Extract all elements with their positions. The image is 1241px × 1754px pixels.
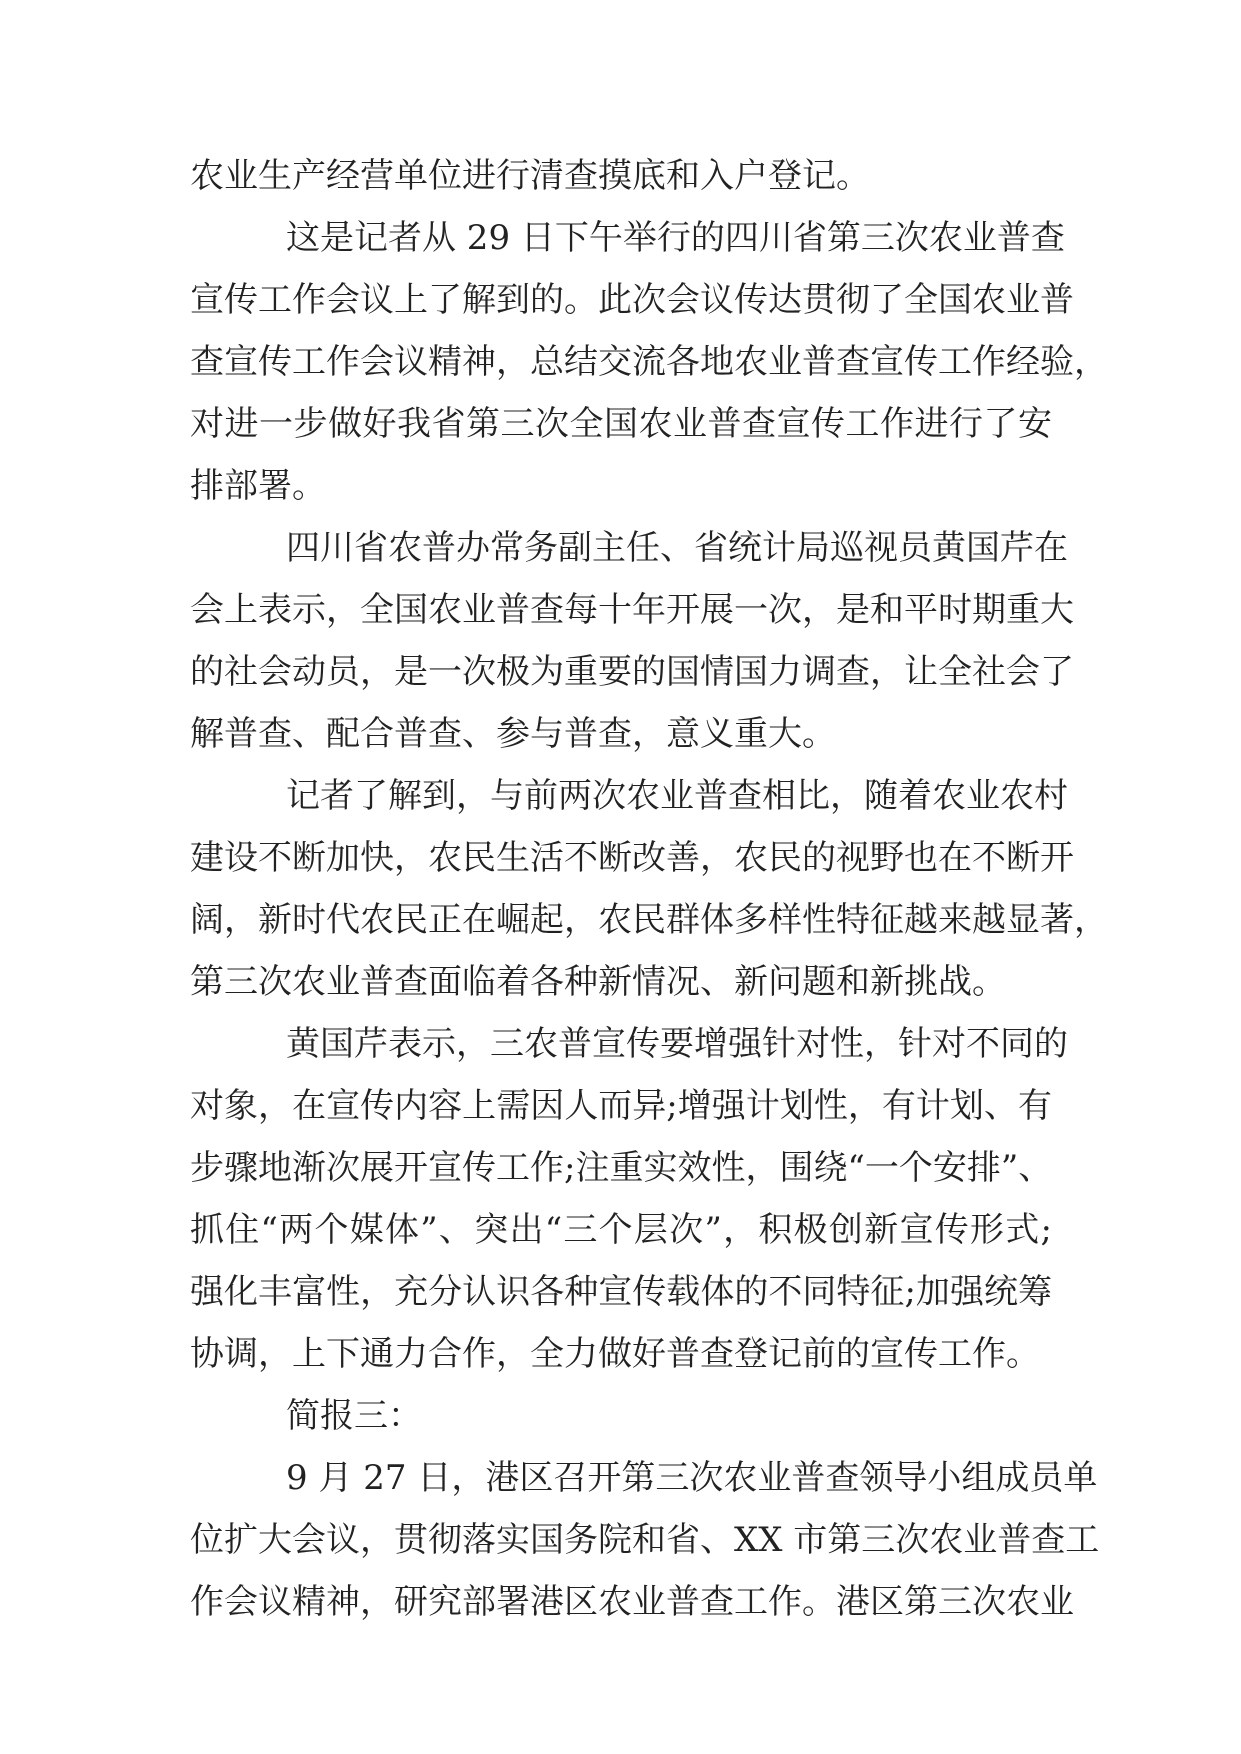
paragraph-first-line: 记者了解到，与前两次农业普查相比，随着农业农村	[286, 776, 1068, 816]
paragraph-first-line: 9 月 27 日，港区召开第三次农业普查领导小组成员单	[286, 1458, 1098, 1498]
text-line: 会上表示，全国农业普查每十年开展一次，是和平时期重大	[190, 590, 1074, 630]
text-line: 第三次农业普查面临着各种新情况、新问题和新挑战。	[190, 962, 1006, 1002]
text-line: 步骤地渐次展开宣传工作;注重实效性，围绕“一个安排”、	[190, 1148, 1053, 1188]
text-line: 的社会动员，是一次极为重要的国情国力调查，让全社会了	[190, 652, 1074, 692]
text-line: 解普查、配合普查、参与普查，意义重大。	[190, 714, 836, 754]
paragraph-first-line: 黄国芹表示，三农普宣传要增强针对性，针对不同的	[286, 1024, 1068, 1064]
paragraph-first-line: 四川省农普办常务副主任、省统计局巡视员黄国芹在	[286, 528, 1068, 568]
text-line: 排部署。	[190, 466, 326, 506]
paragraph-first-line: 这是记者从 29 日下午举行的四川省第三次农业普查	[286, 218, 1065, 258]
text-line: 作会议精神，研究部署港区农业普查工作。港区第三次农业	[190, 1582, 1074, 1622]
text-line: 建设不断加快，农民生活不断改善，农民的视野也在不断开	[190, 838, 1074, 878]
text-line: 对进一步做好我省第三次全国农业普查宣传工作进行了安	[190, 404, 1052, 444]
text-line: 宣传工作会议上了解到的。此次会议传达贯彻了全国农业普	[190, 280, 1074, 320]
text-line: 阔，新时代农民正在崛起，农民群体多样性特征越来越显著，	[190, 900, 1108, 940]
section-heading: 简报三：	[286, 1396, 422, 1436]
text-line: 查宣传工作会议精神，总结交流各地农业普查宣传工作经验，	[190, 342, 1108, 382]
text-line: 抓住“两个媒体”、突出“三个层次”，积极创新宣传形式;	[190, 1210, 1052, 1250]
text-line: 对象，在宣传内容上需因人而异;增强计划性，有计划、有	[190, 1086, 1053, 1126]
text-line: 位扩大会议，贯彻落实国务院和省、XX 市第三次农业普查工	[190, 1520, 1100, 1560]
document-body	[190, 150, 1108, 1638]
text-line: 强化丰富性，充分认识各种宣传载体的不同特征;加强统筹	[190, 1272, 1052, 1312]
text-line: 协调，上下通力合作，全力做好普查登记前的宣传工作。	[190, 1334, 1040, 1374]
text-line: 农业生产经营单位进行清查摸底和入户登记。	[190, 156, 870, 196]
